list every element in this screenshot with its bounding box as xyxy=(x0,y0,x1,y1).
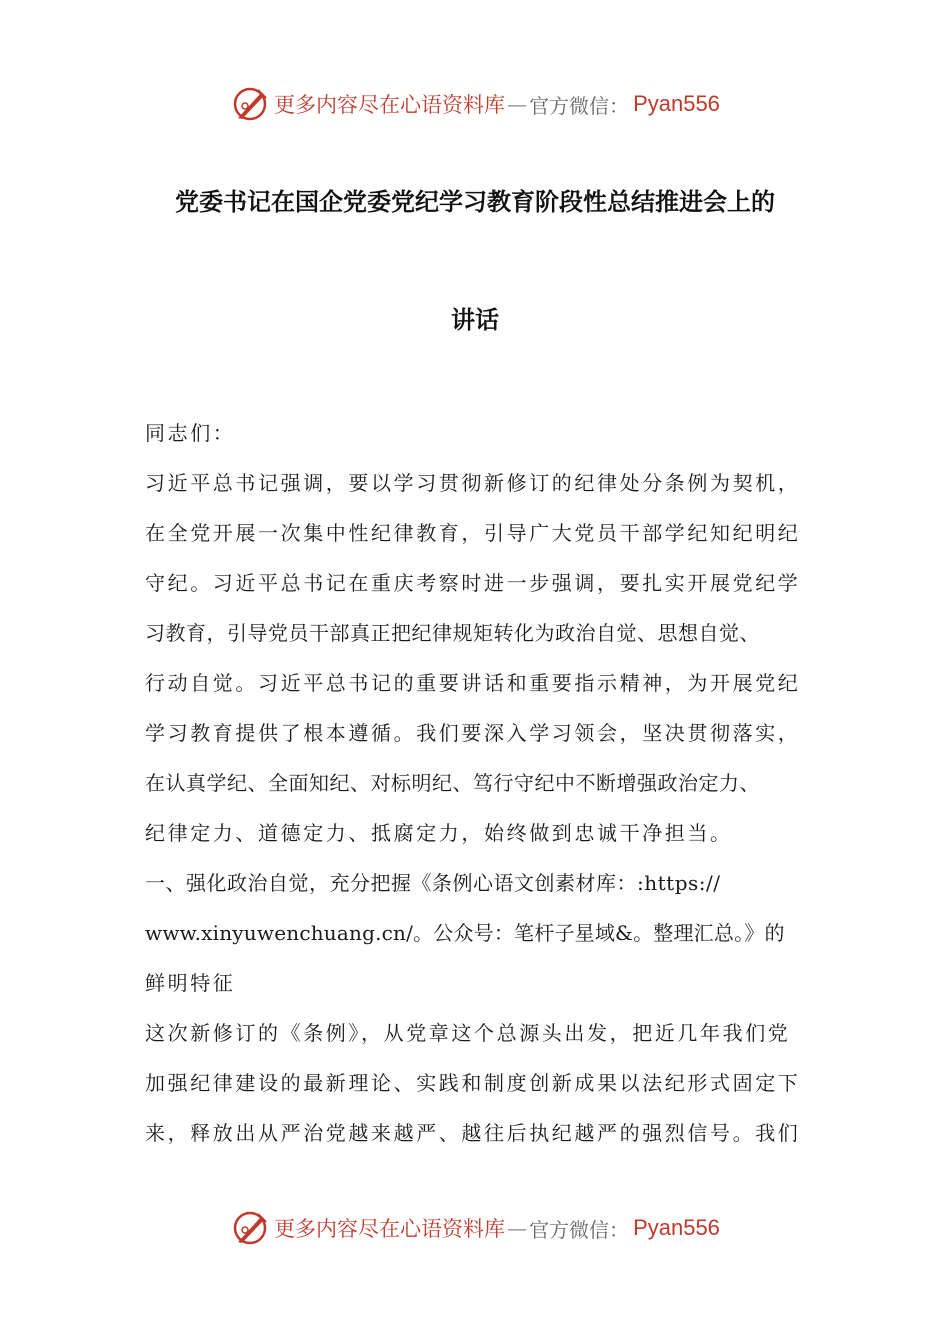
header-watermark-banner xyxy=(0,82,950,126)
section-heading: 一、强化政治自觉，充分把握《条例心语文创素材库：:https:// xyxy=(145,871,721,895)
quill-logo-icon xyxy=(230,1208,270,1248)
quill-logo-icon xyxy=(230,84,270,124)
separator-dash: — xyxy=(507,92,528,116)
body-line: 习教育，引导党员干部真正把纪律规矩转化为政治自觉、思想自觉、 xyxy=(145,621,760,645)
body-line: 来，释放出从严治党越来越严、越往后执纪越严的强烈信号。我们 xyxy=(145,1121,801,1145)
body-line: 纪律定力、道德定力、抵腐定力，始终做到忠诚干净担当。 xyxy=(145,821,733,845)
body-line: 习近平总书记强调，要以学习贯彻新修订的纪律处分条例为契机， xyxy=(145,471,801,495)
official-wechat-label: 官方微信： xyxy=(529,93,630,118)
official-wechat-label: 官方微信： xyxy=(529,1217,630,1242)
promo-text: 更多内容尽在心语资料库 xyxy=(274,93,506,117)
body-line: 这次新修订的《条例》，从党章这个总源头出发，把近几年我们党 xyxy=(145,1021,791,1045)
body-line: 行动自觉。习近平总书记的重要讲话和重要指示精神，为开展党纪 xyxy=(145,671,801,695)
document-title-line2: 讲话 xyxy=(451,306,499,334)
document-body xyxy=(145,408,815,1158)
separator-dash: — xyxy=(507,1216,528,1240)
body-line: 在全党开展一次集中性纪律教育，引导广大党员干部学纪知纪明纪 xyxy=(145,521,801,545)
body-line: www.xinyuwenchuang.cn/。公众号：笔杆子星域&。整理汇总。》的 xyxy=(145,921,785,945)
wechat-id: Pyan556 xyxy=(633,1215,720,1240)
document-title-line1: 党委书记在国企党委党纪学习教育阶段性总结推进会上的 xyxy=(175,188,775,216)
footer-watermark-banner xyxy=(0,1206,950,1250)
body-line: 在认真学纪、全面知纪、对标明纪、笃行守纪中不断增强政治定力、 xyxy=(145,771,760,795)
body-line: 鲜明特征 xyxy=(145,971,236,995)
body-line: 守纪。习近平总书记在重庆考察时进一步强调，要扎实开展党纪学 xyxy=(145,571,801,595)
wechat-id: Pyan556 xyxy=(633,91,720,116)
body-line: 学习教育提供了根本遵循。我们要深入学习领会，坚决贯彻落实， xyxy=(145,721,801,745)
body-line: 加强纪律建设的最新理论、实践和制度创新成果以法纪形式固定下 xyxy=(145,1071,801,1095)
promo-text: 更多内容尽在心语资料库 xyxy=(274,1217,506,1241)
body-line: 同志们： xyxy=(145,421,236,445)
